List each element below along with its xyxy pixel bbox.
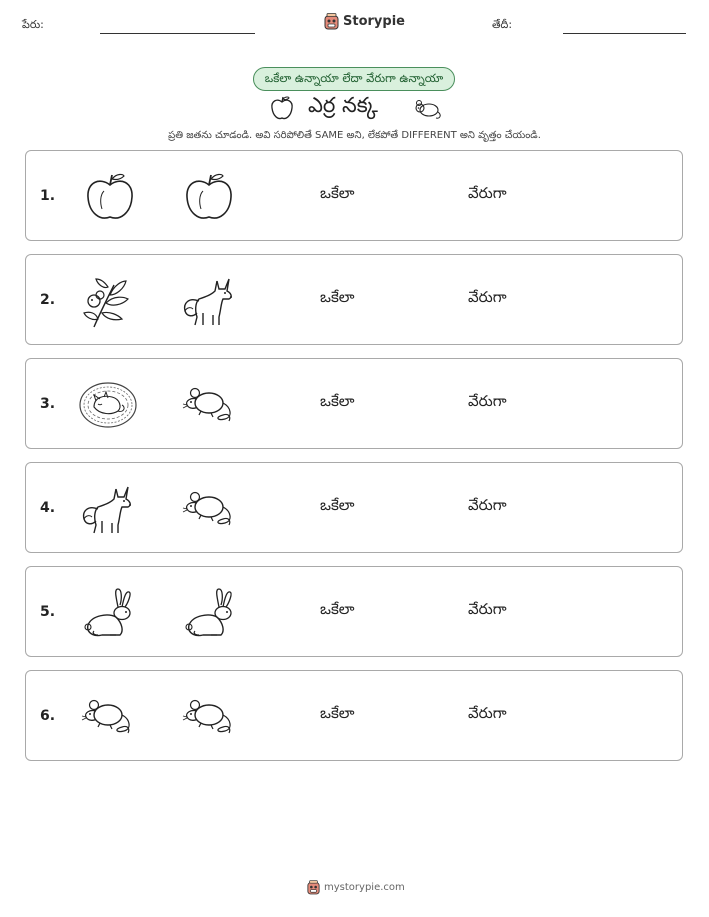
mouse-icon bbox=[80, 689, 136, 745]
row-number: 5. bbox=[40, 604, 56, 620]
row-number: 6. bbox=[40, 708, 56, 724]
mouse-icon bbox=[181, 481, 237, 537]
storypie-logo-icon bbox=[307, 880, 320, 895]
pair-row-6 bbox=[25, 670, 683, 761]
different-option[interactable]: వేరుగా bbox=[468, 496, 507, 514]
brand bbox=[324, 13, 405, 30]
row-number: 4. bbox=[40, 500, 56, 516]
different-option[interactable]: వేరుగా bbox=[468, 600, 507, 618]
row-number: 1. bbox=[40, 188, 56, 204]
pair-row-2 bbox=[25, 254, 683, 345]
different-option[interactable]: వేరుగా bbox=[468, 392, 507, 410]
apple-icon bbox=[82, 169, 138, 225]
fox-icon bbox=[80, 481, 136, 537]
same-option[interactable]: ఒకేలా bbox=[320, 184, 355, 202]
same-option[interactable]: ఒకేలా bbox=[320, 496, 355, 514]
same-option[interactable]: ఒకేలా bbox=[320, 704, 355, 722]
apple-icon bbox=[268, 94, 296, 122]
different-option[interactable]: వేరుగా bbox=[468, 704, 507, 722]
berry-plant-icon bbox=[80, 273, 136, 329]
same-option[interactable]: ఒకేలా bbox=[320, 600, 355, 618]
footer-site[interactable]: mystorypie.com bbox=[324, 882, 405, 893]
rabbit-icon bbox=[80, 585, 136, 641]
pair-row-1 bbox=[25, 150, 683, 241]
pair-row-3 bbox=[25, 358, 683, 449]
rabbit-icon bbox=[181, 585, 237, 641]
same-option[interactable]: ఒకేలా bbox=[320, 392, 355, 410]
name-line[interactable] bbox=[100, 33, 255, 34]
sleeping-fox-den-icon bbox=[78, 377, 138, 433]
date-label: తేదీ: bbox=[492, 18, 513, 31]
same-option[interactable]: ఒకేలా bbox=[320, 288, 355, 306]
title-row bbox=[268, 93, 448, 123]
different-option[interactable]: వేరుగా bbox=[468, 288, 507, 306]
row-number: 2. bbox=[40, 292, 56, 308]
mouse-icon bbox=[181, 377, 237, 433]
mouse-icon bbox=[414, 97, 444, 121]
footer bbox=[307, 880, 405, 895]
mouse-icon bbox=[181, 689, 237, 745]
subtitle-pill: ఒకేలా ఉన్నాయా లేదా వేరుగా ఉన్నాయా bbox=[253, 67, 455, 91]
fox-icon bbox=[181, 273, 237, 329]
different-option[interactable]: వేరుగా bbox=[468, 184, 507, 202]
pair-row-5 bbox=[25, 566, 683, 657]
pair-row-4 bbox=[25, 462, 683, 553]
instructions: ప్రతి జతను చూడండి. అవి సరిపోలితే SAME అని, లేకపోతే DIFFERENT అని వృత్తం చేయండి. bbox=[168, 130, 541, 141]
brand-name: Storypie bbox=[343, 14, 405, 29]
storypie-logo-icon bbox=[324, 13, 339, 30]
page-title: ఎర్ర నక్క bbox=[308, 93, 378, 117]
row-number: 3. bbox=[40, 396, 56, 412]
date-line[interactable] bbox=[563, 33, 686, 34]
name-label: పేరు: bbox=[22, 18, 44, 31]
apple-icon bbox=[181, 169, 237, 225]
